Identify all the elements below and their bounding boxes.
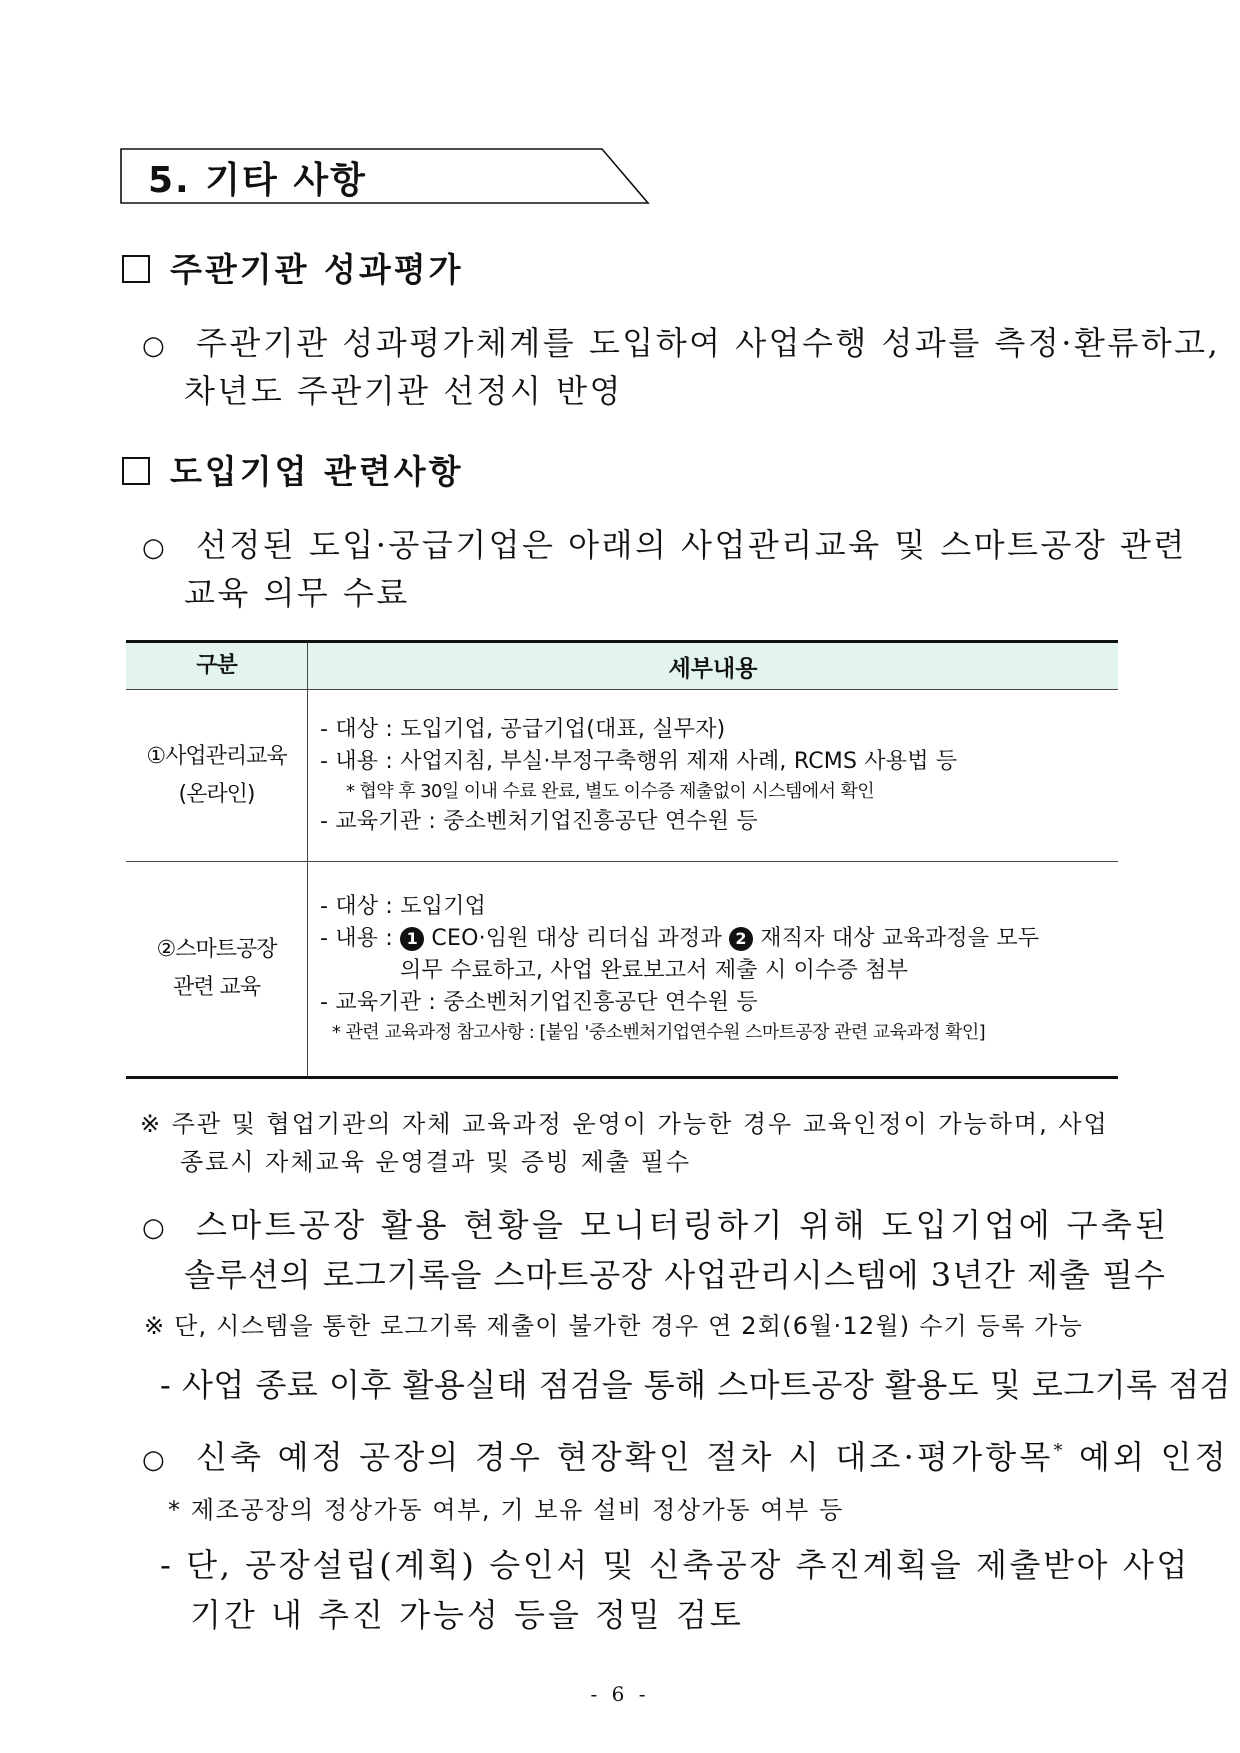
- row1-institution: - 교육기관 : 중소벤처기업진흥공단 연수원 등: [320, 808, 758, 834]
- table-row: [126, 862, 1118, 1078]
- checkbox-square-icon: [122, 255, 150, 283]
- footnote-factory-operation: * 제조공장의 정상가동 여부, 기 보유 설비 정상가동 여부 등: [168, 1496, 844, 1524]
- row1-details: [308, 690, 1119, 862]
- section-number: 5.: [148, 160, 191, 201]
- factory-plan-review-item: - 단, 공장설립(계획) 승인서 및 신축공장 추진계획을 제출받아 사업: [160, 1546, 1190, 1584]
- adopt-paragraph-line2: 교육 의무 수료: [184, 574, 410, 612]
- row2-content-line2: 의무 수료하고, 사업 완료보고서 제출 시 이수증 첨부: [400, 958, 909, 983]
- row2-target: - 대상 : 도입기업: [320, 894, 487, 919]
- remark-manual-registration: ※ 단, 시스템을 통한 로그기록 제출이 불가한 경우 연 2회(6월·12월) 수기 등록 가능: [144, 1312, 1084, 1340]
- footnote-marker: *: [1053, 1440, 1066, 1462]
- usage-inspection-item: - 사업 종료 이후 활용실태 점검을 통해 스마트공장 활용도 및 로그기록 점검: [160, 1366, 1232, 1404]
- bullet-circle-icon: ○: [142, 533, 168, 563]
- row2-institution: - 교육기관 : 중소벤처기업진흥공단 연수원 등: [320, 990, 758, 1015]
- row2-note: * 관련 교육과정 참고사항 : [붙임 '중소벤처기업연수원 스마트공장 관련 교육과정 확인]: [332, 1022, 986, 1043]
- new-factory-paragraph: ○ 신축 예정 공장의 경우 현장확인 절차 시 대조·평가항목* 예외 인정: [142, 1438, 1229, 1476]
- remark-self-education: ※ 주관 및 협업기관의 자체 교육과정 운영이 가능한 경우 교육인정이 가능하며, 사업: [140, 1110, 1109, 1138]
- header-category: 구분: [126, 642, 308, 690]
- circled-number-2-icon: 2: [729, 927, 753, 951]
- heading-eval: 주관기관 성과평가: [122, 244, 464, 291]
- adopt-paragraph: ○ 선정된 도입·공급기업은 아래의 사업관리교육 및 스마트공장 관련: [142, 526, 1187, 564]
- row2-category: ②스마트공장 관련 교육: [126, 862, 308, 1078]
- row1-content: - 내용 : 사업지침, 부실·부정구축행위 제재 사례, RCMS 사용법 등: [320, 748, 958, 774]
- remark-self-education-line2: 종료시 자체교육 운영결과 및 증빙 제출 필수: [180, 1148, 692, 1176]
- monitor-paragraph-line2: 솔루션의 로그기록을 스마트공장 사업관리시스템에 3년간 제출 필수: [184, 1256, 1166, 1294]
- monitor-paragraph: ○ 스마트공장 활용 현황을 모니터링하기 위해 도입기업에 구축된: [142, 1206, 1170, 1244]
- checkbox-square-icon: [122, 457, 150, 485]
- circled-number-1-icon: 1: [400, 927, 424, 951]
- page-number: - 6 -: [590, 1682, 650, 1706]
- bullet-circle-icon: ○: [142, 1445, 168, 1475]
- row1-target: - 대상 : 도입기업, 공급기업(대표, 실무자): [320, 716, 726, 742]
- row2-content: - 내용 : 1 CEO·임원 대상 리더십 과정과 2 재직자 대상 교육과정을 모두: [320, 926, 1040, 951]
- table-row: [126, 690, 1118, 862]
- eval-paragraph: ○ 주관기관 성과평가체계를 도입하여 사업수행 성과를 측정·환류하고,: [142, 324, 1221, 362]
- table-header-row: [126, 642, 1118, 690]
- row1-category: ①사업관리교육 (온라인): [126, 690, 308, 862]
- row2-details: [308, 862, 1119, 1078]
- heading-adopt: 도입기업 관련사항: [122, 446, 464, 493]
- bullet-circle-icon: ○: [142, 331, 168, 361]
- bullet-circle-icon: ○: [142, 1213, 169, 1243]
- factory-plan-review-item-line2: 기간 내 추진 가능성 등을 정밀 검토: [190, 1596, 744, 1634]
- row1-note: * 협약 후 30일 이내 수료 완료, 별도 이수증 제출없이 시스템에서 확인: [346, 780, 875, 802]
- eval-paragraph-line2: 차년도 주관기관 선정시 반영: [184, 372, 623, 410]
- header-details: 세부내용: [308, 642, 1119, 690]
- education-table: [126, 640, 1118, 1079]
- section-title-text: 기타 사항: [205, 160, 367, 201]
- section-title: [148, 152, 367, 203]
